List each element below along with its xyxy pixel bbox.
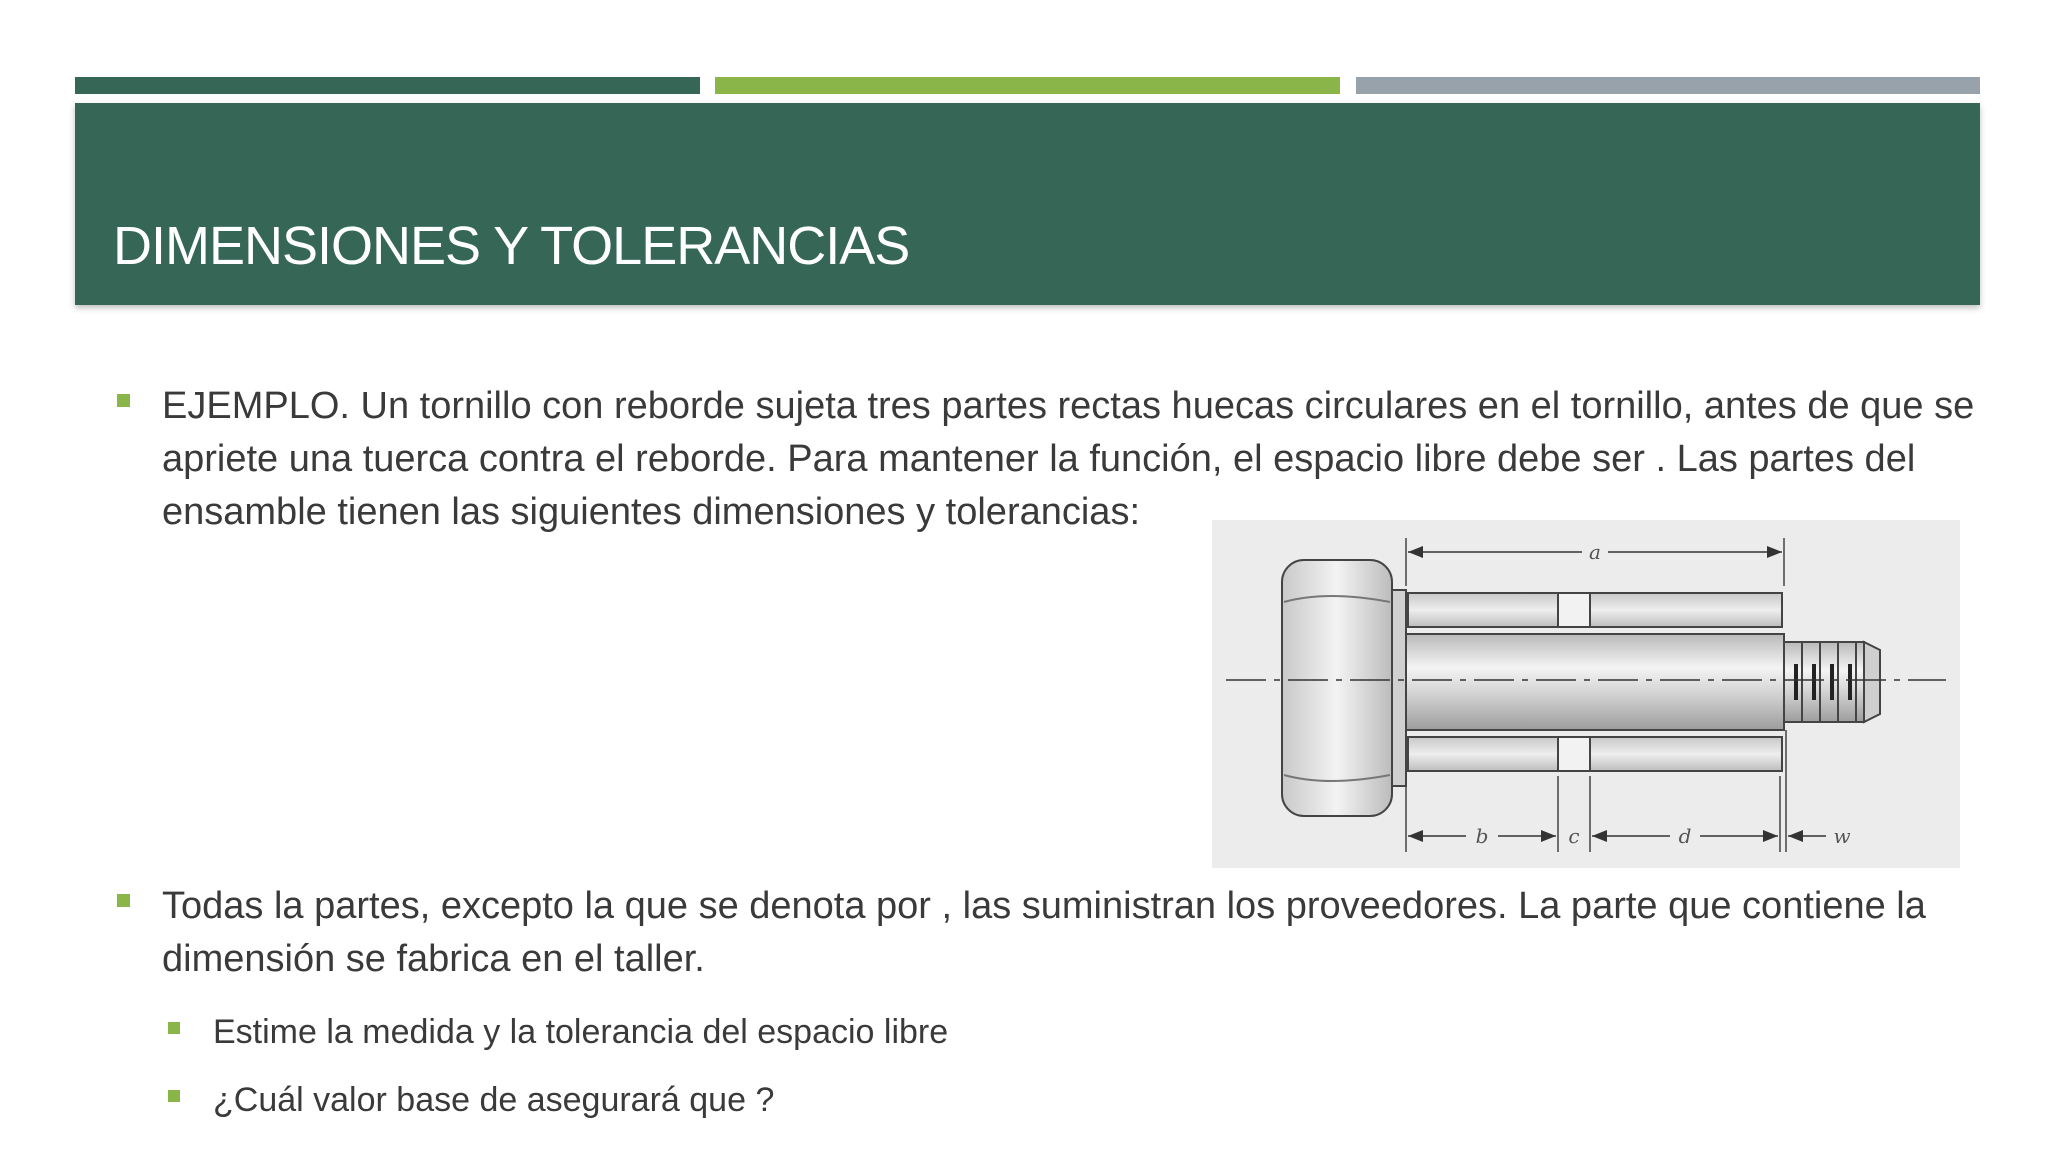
accent-bar-gray xyxy=(1356,77,1980,94)
bolt-thread xyxy=(1784,642,1880,722)
slide-title: DIMENSIONES Y TOLERANCIAS xyxy=(113,216,910,276)
dimension-label-d: d xyxy=(1678,824,1692,848)
square-bullet-icon xyxy=(117,394,130,407)
hollow-parts-bottom xyxy=(1408,737,1782,771)
bolt-head xyxy=(1282,560,1406,816)
dimension-c xyxy=(1568,824,1579,848)
dimension-a xyxy=(1408,540,1782,564)
hollow-parts-top xyxy=(1408,593,1782,627)
title-band xyxy=(75,103,1980,305)
bullet-text: Todas la partes, excepto la que se denota por , las suministran los proveedores. La parte que contiene la dimensión se fabrica en el taller. xyxy=(162,885,1926,980)
bolt-assembly-diagram xyxy=(1212,520,1960,868)
dimension-label-b: b xyxy=(1475,824,1489,848)
dimension-label-a: a xyxy=(1589,540,1601,564)
dimension-b xyxy=(1408,824,1556,848)
square-bullet-icon xyxy=(168,1090,180,1102)
accent-bar-dark-green xyxy=(75,77,700,94)
sub-bullet-text: ¿Cuál valor base de asegurará que ? xyxy=(213,1081,775,1119)
bullet-text: EJEMPLO. Un tornillo con reborde sujeta tres partes rectas huecas circulares en el tornillo, antes de que se apriete una tuerca contra el reborde. Para mantener la función, el espacio libre debe ser . Las partes del ensamble tienen las siguientes dimensiones y tolerancias: xyxy=(162,385,1975,533)
sub-bullet-text: Estime la medida y la tolerancia del espacio libre xyxy=(213,1013,949,1051)
bolt-shaft xyxy=(1406,634,1784,730)
dimension-label-c: c xyxy=(1568,824,1580,848)
dimension-d xyxy=(1592,824,1778,848)
dimension-label-w: w xyxy=(1833,824,1851,848)
bolt-assembly-figure xyxy=(1212,520,1960,868)
square-bullet-icon xyxy=(168,1022,180,1034)
accent-bar-light-green xyxy=(715,77,1340,94)
dimension-w xyxy=(1788,824,1851,848)
square-bullet-icon xyxy=(117,894,130,907)
